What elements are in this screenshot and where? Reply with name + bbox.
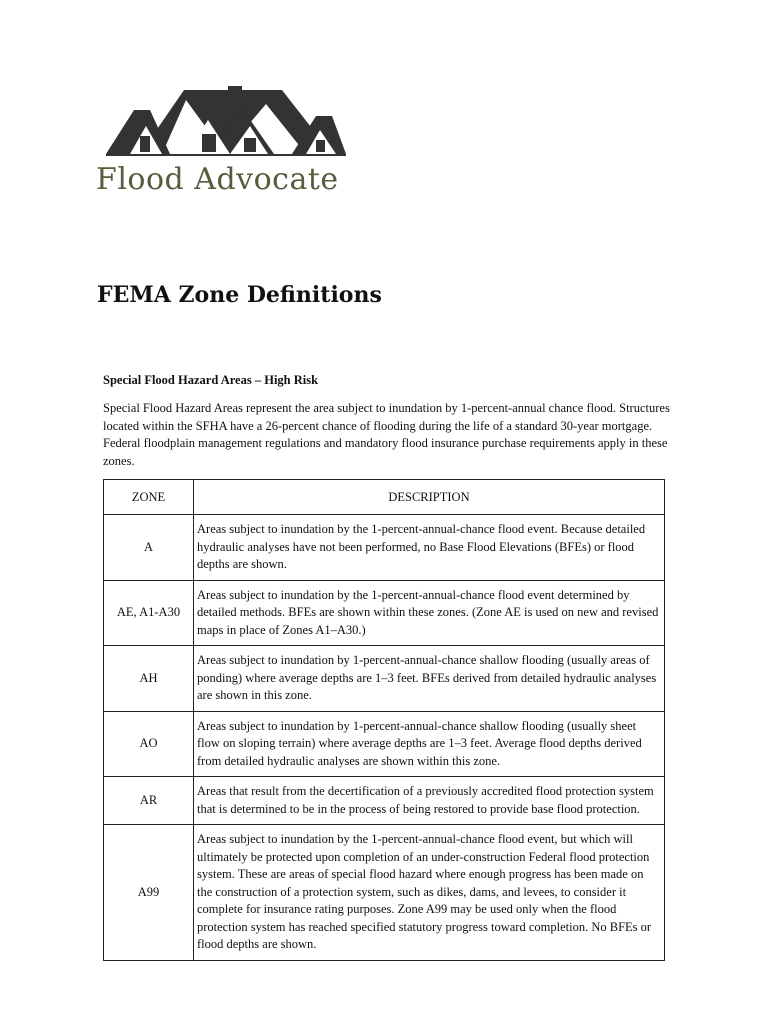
zone-cell: A99: [104, 825, 194, 961]
intro-paragraph: Special Flood Hazard Areas represent the area subject to inundation by 1-percent-annual chance flood. Structures located within the SFHA have a 26-percent chance of flooding during the life of a standard 30-year mortgage. Federal floodplain management regulations and mandatory flood insurance purchase requirements apply in these zones.: [103, 401, 670, 468]
table-header-row: [104, 480, 665, 515]
table-row: [104, 515, 665, 581]
description-column-header: DESCRIPTION: [194, 480, 665, 515]
description-cell: Areas subject to inundation by 1-percent-annual-chance shallow flooding (usually sheet flow on sloping terrain) where average depths are 1–3 feet. Average flood depths derived from detailed hydraulic analyses are shown within this zone.: [194, 711, 665, 777]
table-row: [104, 777, 665, 825]
logo-text: Flood Advocate: [96, 162, 339, 197]
description-cell: Areas that result from the decertification of a previously accredited flood protection system that is determined to be in the process of being restored to provide base flood protection.: [194, 777, 665, 825]
description-cell: Areas subject to inundation by the 1-percent-annual-chance flood event determined by detailed methods. BFEs are shown within these zones. (Zone AE is used on new and revised maps in place of Zones A1–A30.): [194, 580, 665, 646]
house-rooftops-icon: [106, 82, 346, 162]
logo: [96, 82, 358, 202]
table-row: [104, 711, 665, 777]
section-heading: Special Flood Hazard Areas – High Risk: [103, 373, 319, 387]
page-title: FEMA Zone Definitions: [97, 282, 382, 308]
zone-definitions-table: [103, 479, 665, 961]
zone-cell: AR: [104, 777, 194, 825]
table-row: [104, 646, 665, 712]
zone-cell: AE, A1-A30: [104, 580, 194, 646]
description-cell: Areas subject to inundation by the 1-percent-annual-chance flood event, but which will ultimately be protected upon completion of an under-construction Federal flood protection system. These are areas of special flood hazard where enough progress has been made on the construction of a protection system, such as dikes, dams, and levees, to consider it complete for insurance rating purposes. Zone A99 may be used only when the flood protection system has reached specified statutory progress toward completion. No BFEs or flood depths are shown.: [194, 825, 665, 961]
zone-cell: AO: [104, 711, 194, 777]
zone-column-header: ZONE: [104, 480, 194, 515]
table-row: [104, 580, 665, 646]
description-cell: Areas subject to inundation by 1-percent-annual-chance shallow flooding (usually areas of ponding) where average depths are 1–3 feet. BFEs derived from detailed hydraulic analyses are shown in this zone.: [194, 646, 665, 712]
zone-cell: A: [104, 515, 194, 581]
table-row: [104, 825, 665, 961]
description-cell: Areas subject to inundation by the 1-percent-annual-chance flood event. Because detailed hydraulic analyses have not been performed, no Base Flood Elevations (BFEs) or flood depths are shown.: [194, 515, 665, 581]
zone-cell: AH: [104, 646, 194, 712]
